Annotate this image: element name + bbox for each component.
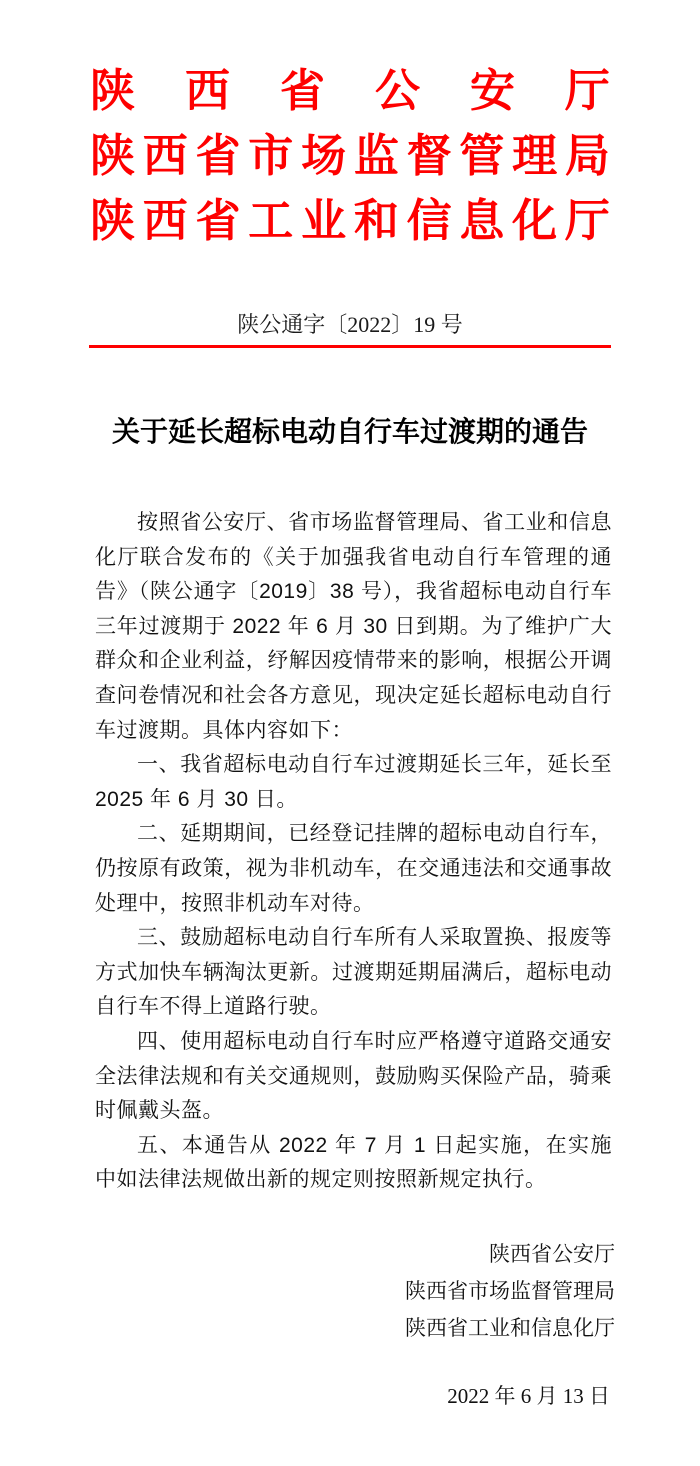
signature-line-2: 陕西省市场监督管理局 [405,1280,615,1303]
agency-name-line-1: 陕 西 省 公 安 厅 [90,65,610,116]
agency-name-line-3: 陕 西 省 工 业 和 信 息 化 厅 [90,195,610,246]
issue-date: 2022 年 6 月 13 日 [447,1384,610,1408]
body-paragraph-item-1: 一、我省超标电动自行车过渡期延长三年，延长至 2025 年 6 月 30 日。 [95,753,612,811]
notice-body [95,506,612,1198]
signature-block [405,1236,615,1347]
body-paragraph-item-3: 三、鼓励超标电动自行车所有人采取置换、报废等方式加快车辆淘汰更新。过渡期延期届满后，超标电动自行车不得上道路行驶。 [95,926,612,1019]
signature-line-1: 陕西省公安厅 [489,1243,615,1266]
body-paragraph-item-5: 五、本通告从 2022 年 7 月 1 日起实施，在实施中如法律法规做出新的规定则按照新规定执行。 [95,1133,612,1192]
document-number: 陕公通字〔2022〕19 号 [237,312,463,337]
signature-line-3: 陕西省工业和信息化厅 [405,1317,615,1340]
notice-title: 关于延长超标电动自行车过渡期的通告 [111,416,588,447]
red-divider-line [89,345,611,348]
body-paragraph-intro: 按照省公安厅、省市场监督管理局、省工业和信息化厅联合发布的《关于加强我省电动自行车管理的通告》（陕公通字〔2019〕38 号），我省超标电动自行车三年过渡期于 2022 年 6 月 30 日到期。为了维护广大群众和企业利益，纾解因疫情带来的影响，根据公开调查问卷情况和社会各方意见，现决定延长超标电动自行车过渡期。具体内容如下： [95,511,612,742]
body-paragraph-item-4: 四、使用超标电动自行车时应严格遵守道路交通安全法律法规和有关交通规则，鼓励购买保险产品，骑乘时佩戴头盔。 [95,1029,612,1123]
agency-name-line-2: 陕 西 省 市 场 监 督 管 理 局 [90,130,610,181]
body-paragraph-item-2: 二、延期期间，已经登记挂牌的超标电动自行车，仍按原有政策，视为非机动车，在交通违法和交通事故处理中，按照非机动车对待。 [95,822,612,915]
issuing-agencies-header [90,58,610,253]
